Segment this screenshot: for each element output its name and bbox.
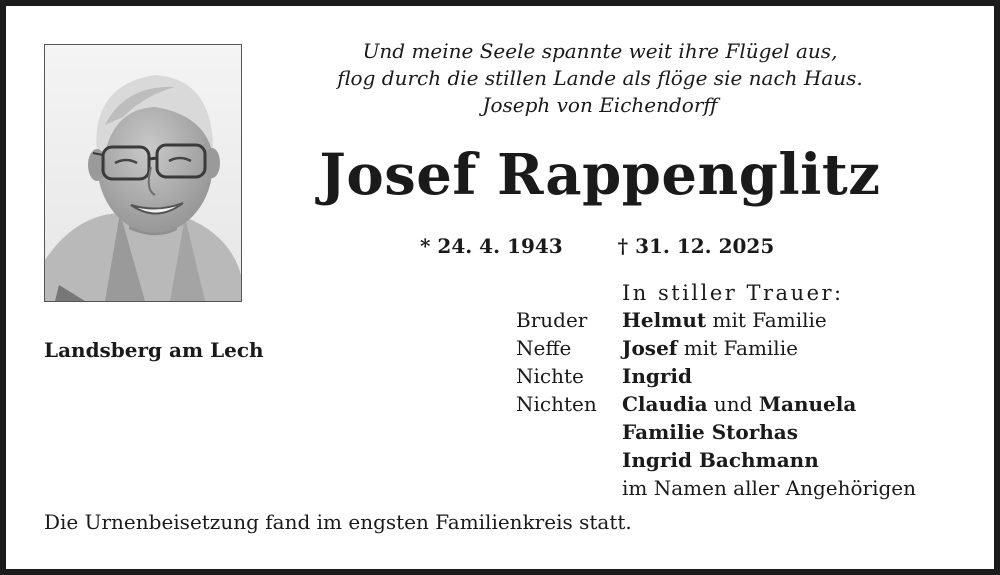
mourner-suffix: mit Familie (677, 336, 798, 360)
mourner-person: Ingrid Bachmann (622, 448, 819, 472)
relation-label: Nichte (516, 364, 584, 388)
mourner-entry (622, 420, 798, 444)
mourner-entry (622, 336, 798, 360)
deceased-name: Josef Rappenglitz (319, 142, 881, 208)
mourner-entry (622, 448, 819, 472)
mourner-closing: im Namen aller Angehörigen (622, 476, 917, 500)
life-dates (420, 234, 774, 258)
mourner-suffix: mit Familie (706, 308, 827, 332)
mourner-connector: und (707, 392, 759, 416)
burial-notice: Die Urnenbeisetzung fand im engsten Familienkreis statt. (44, 510, 632, 534)
death-date: † 31. 12. 2025 (617, 234, 775, 258)
mourner-name: Ingrid (622, 364, 692, 388)
mourner-name: Josef (622, 336, 678, 360)
quote-author: Joseph von Eichendorff (482, 93, 718, 117)
eichendorff-quote (290, 38, 910, 119)
mourner-entry (622, 308, 827, 332)
portrait-photo (44, 44, 242, 302)
mourner-entry (622, 364, 692, 388)
place-of-residence: Landsberg am Lech (44, 338, 264, 362)
relation-label: Nichten (516, 392, 597, 416)
mourning-heading: In stiller Trauer: (622, 281, 844, 305)
mourner-name-2: Manuela (758, 392, 857, 416)
mourner-name: Claudia (622, 392, 708, 416)
relation-label: Bruder (516, 308, 588, 332)
portrait-illustration (45, 45, 241, 301)
relation-label: Neffe (516, 336, 572, 360)
quote-line-1: Und meine Seele spannte weit ihre Flügel aus, (362, 39, 838, 63)
mourner-name: Helmut (622, 308, 707, 332)
mourner-family: Familie Storhas (622, 420, 799, 444)
birth-date: * 24. 4. 1943 (420, 234, 563, 258)
mourner-entry (622, 392, 856, 416)
quote-line-2: flog durch die stillen Lande als flöge sie nach Haus. (337, 66, 863, 90)
